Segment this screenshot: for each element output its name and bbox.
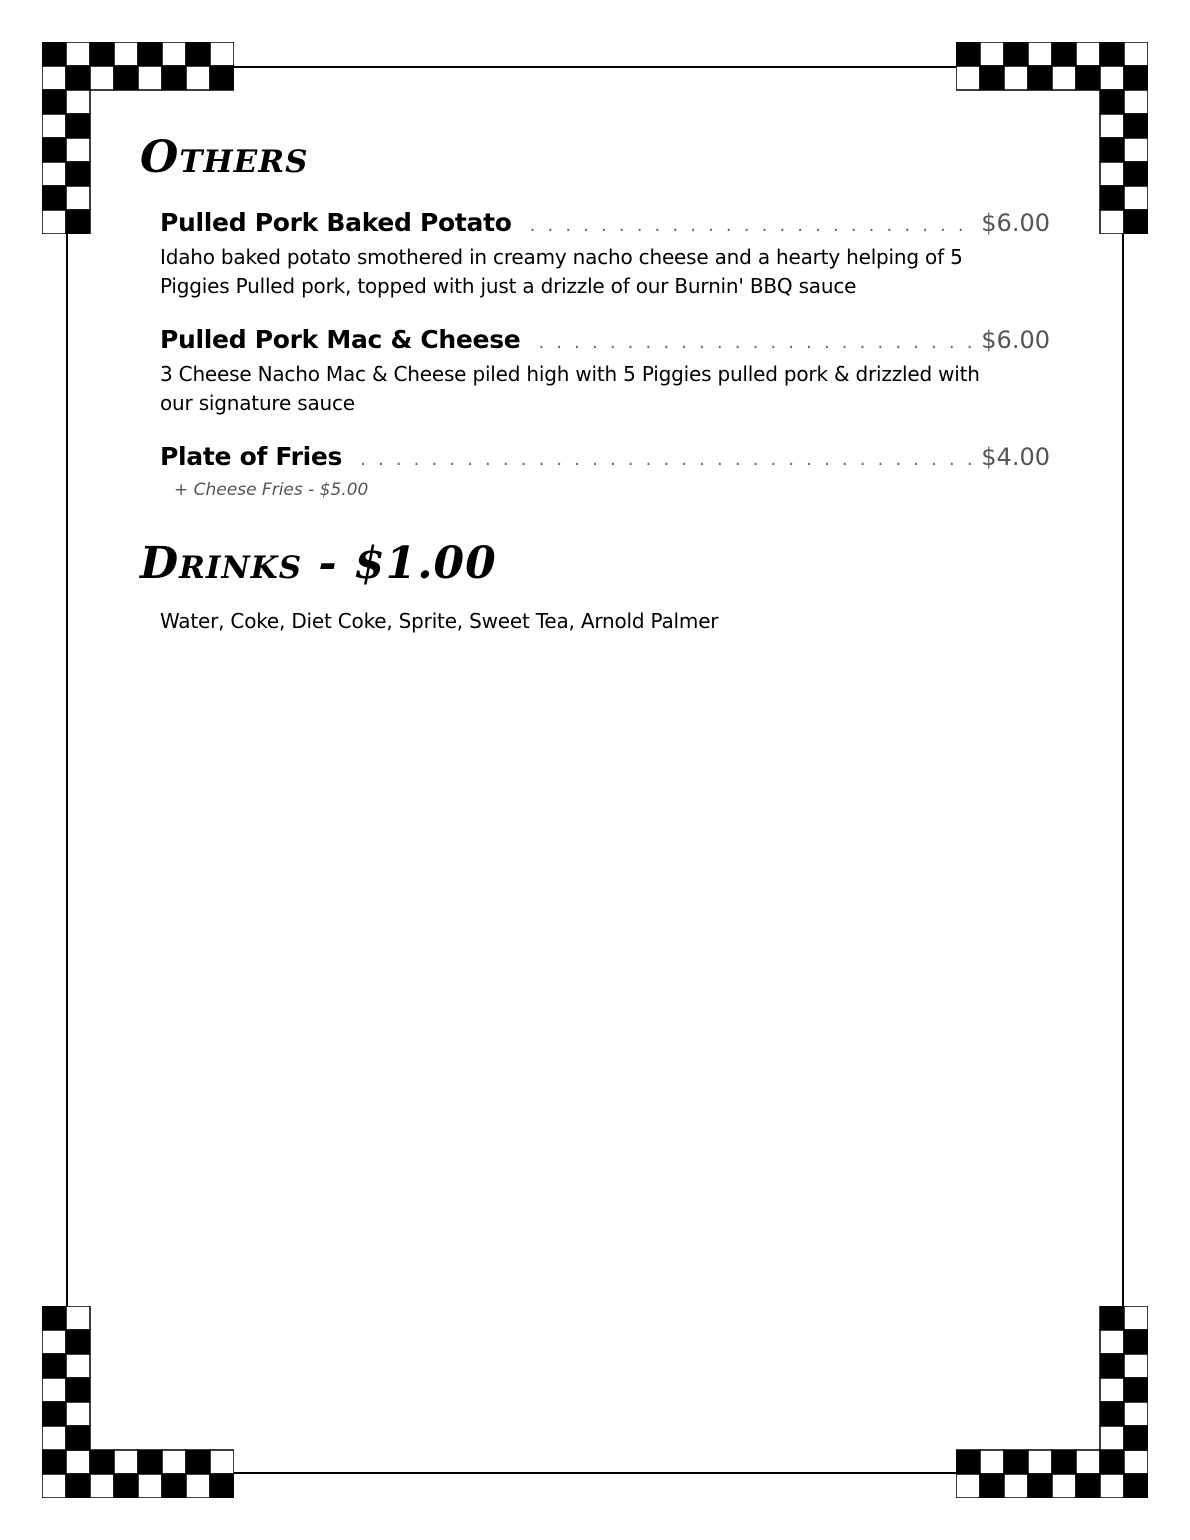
menu-item-header — [160, 440, 1050, 477]
menu-item-description: 3 Cheese Nacho Mac & Cheese piled high with 5 Piggies pulled pork & drizzled with our signature sauce — [160, 362, 980, 415]
menu-item-description: Idaho baked potato smothered in creamy nacho cheese and a hearty helping of 5 Piggies Pulled pork, topped with just a drizzle of our Burnin' BBQ sauce — [160, 245, 963, 298]
section-title-drinks: Drinks - $1.00 — [140, 538, 497, 589]
others-menu — [160, 206, 1050, 525]
menu-item-price: $6.00 — [981, 209, 1050, 237]
menu-item-name: Pulled Pork Baked Potato — [160, 208, 512, 237]
checkered-corner-bottom-right — [956, 1306, 1148, 1498]
dot-leader — [538, 326, 973, 360]
drinks-list: Water, Coke, Diet Coke, Sprite, Sweet Tea, Arnold Palmer — [160, 609, 719, 633]
menu-item-addon-note: + Cheese Fries - $5.00 — [174, 480, 369, 500]
menu-item-name: Pulled Pork Mac & Cheese — [160, 325, 521, 354]
dot-leader — [530, 209, 974, 243]
menu-item-header — [160, 323, 1050, 360]
menu-item-header — [160, 206, 1050, 243]
section-title-others: Others — [140, 132, 309, 183]
menu-item-name: Plate of Fries — [160, 442, 343, 471]
dot-leader — [360, 443, 973, 477]
menu-item — [160, 323, 1050, 418]
menu-item — [160, 440, 1050, 503]
menu-item-price: $4.00 — [981, 443, 1050, 471]
menu-item-price: $6.00 — [981, 326, 1050, 354]
checkered-corner-bottom-left — [42, 1306, 234, 1498]
menu-item — [160, 206, 1050, 301]
